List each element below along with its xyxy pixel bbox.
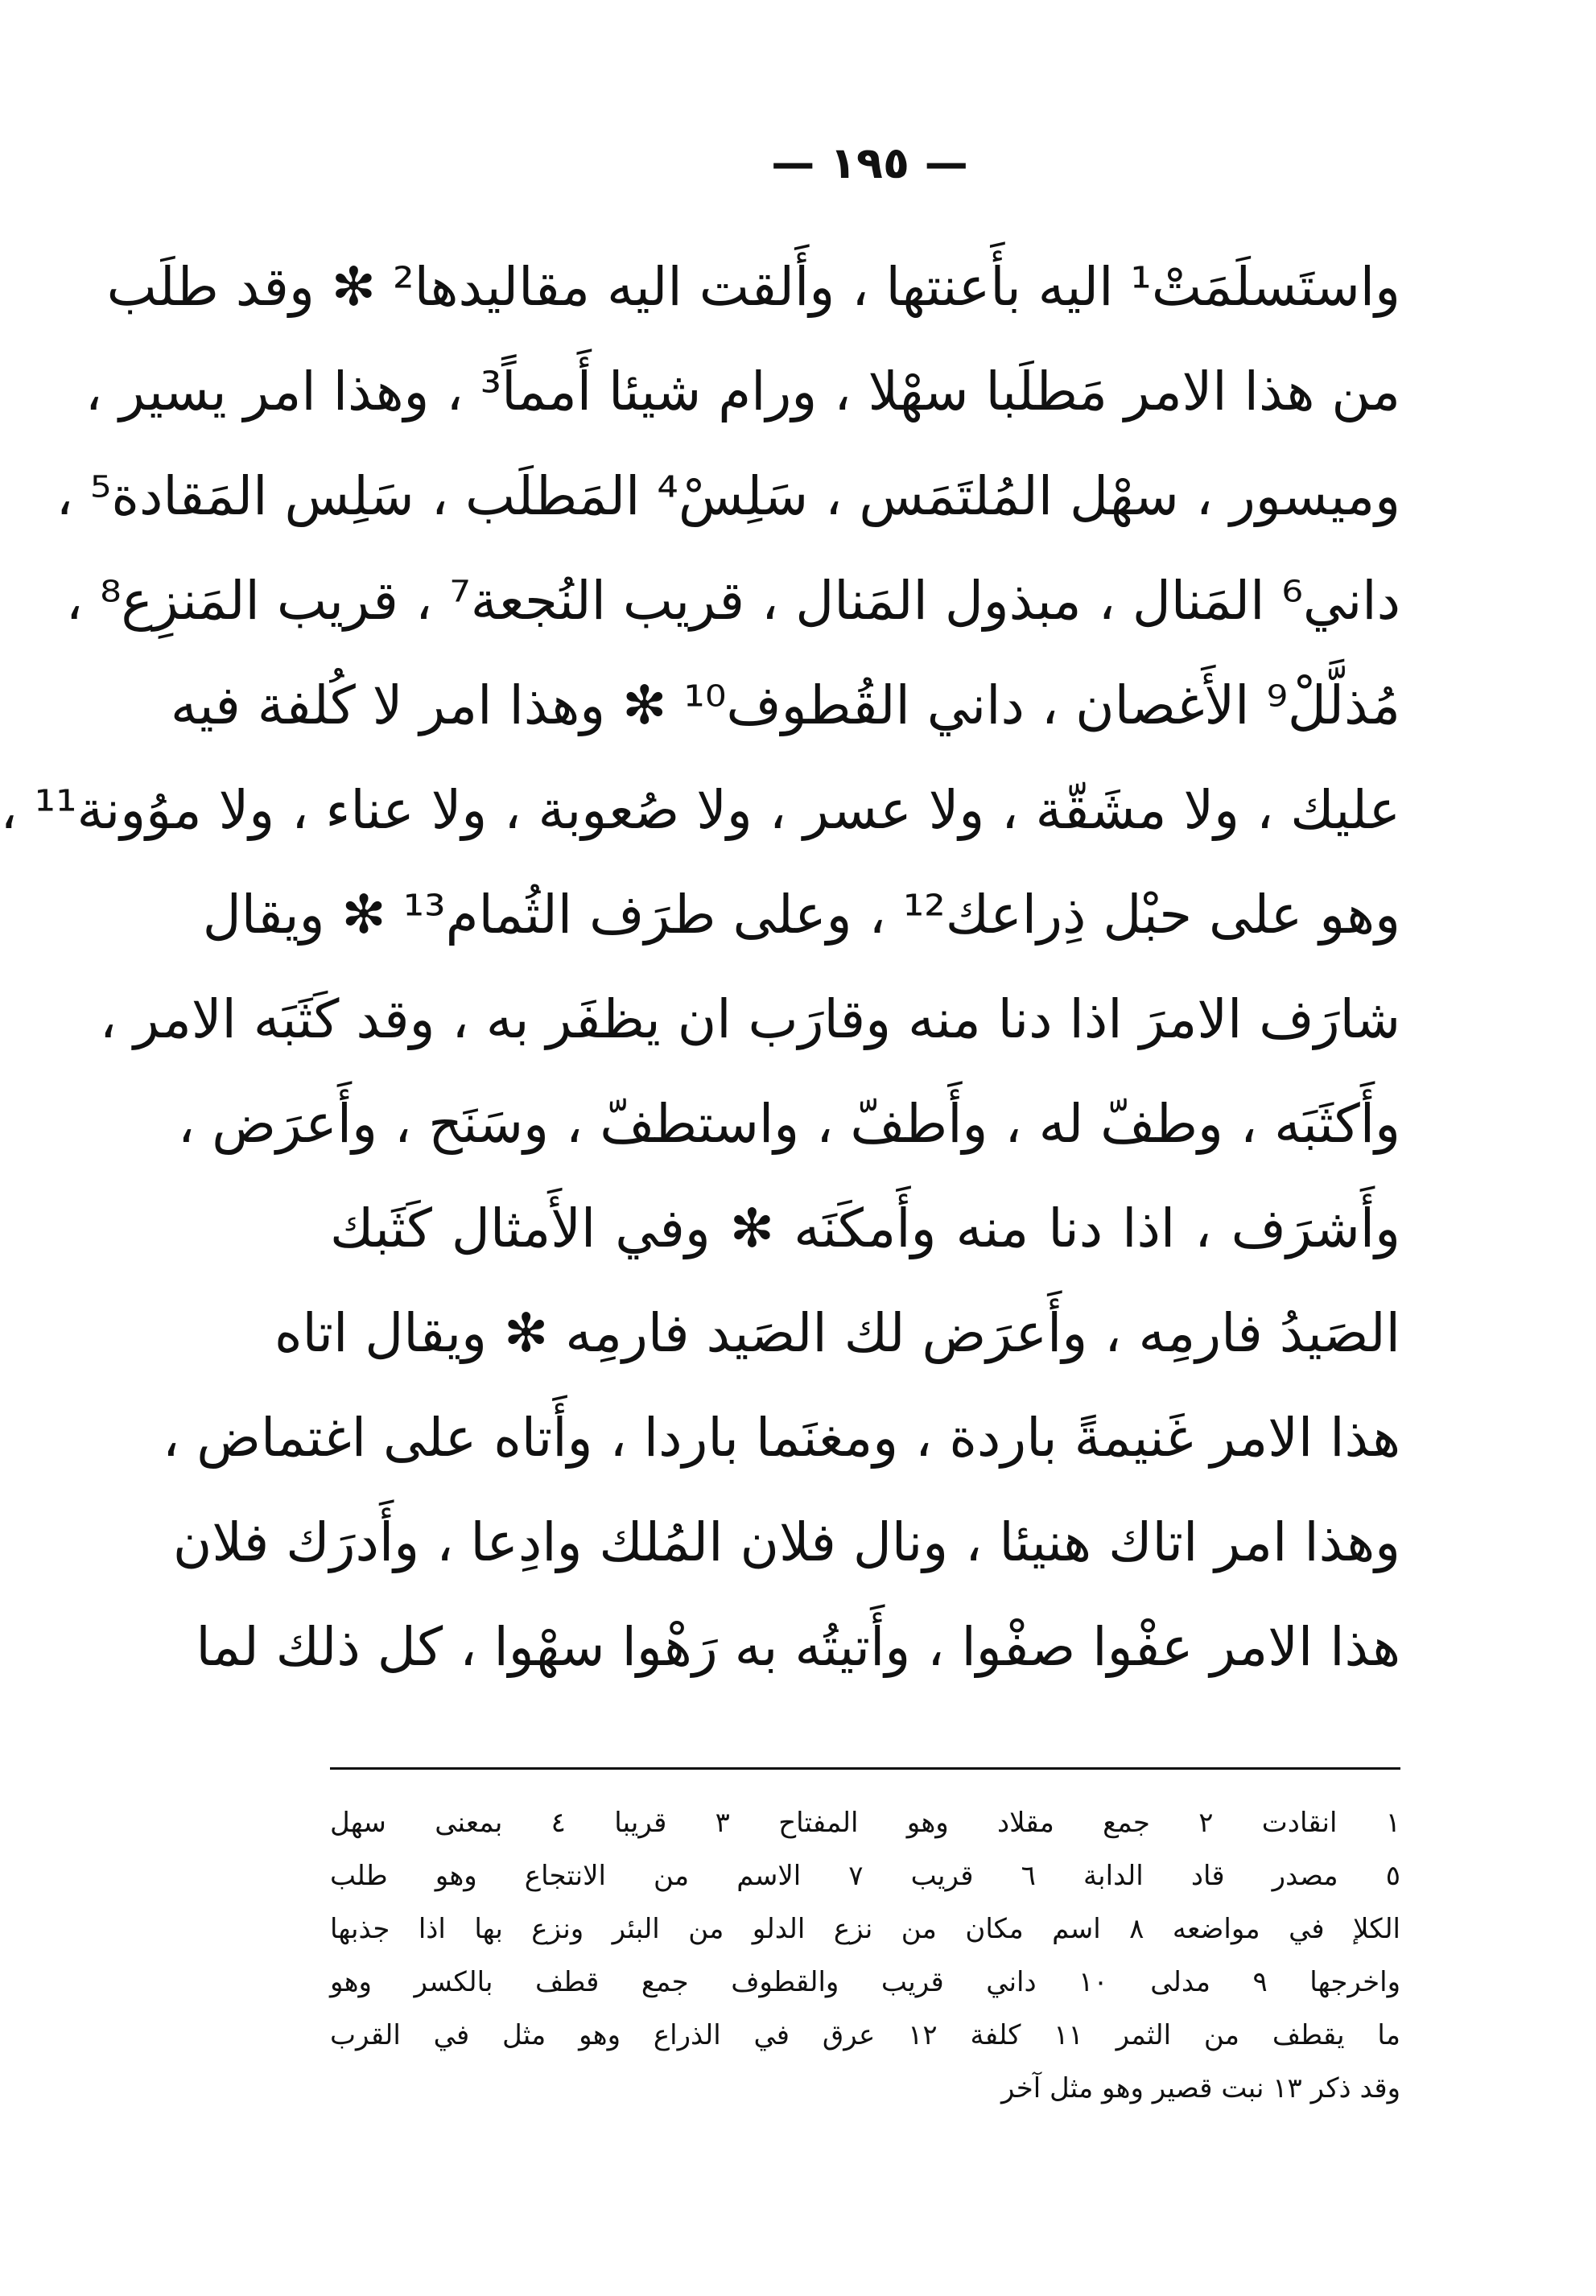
text-line: وأَكثَبَه ، وطفّ له ، وأَطفّ ، واستطفّ ، وسَنَح ، وأَعرَض ، xyxy=(177,1093,1400,1155)
footnote-divider xyxy=(330,1767,1400,1770)
footnote-line: واخرجها ٩ مدلى ١٠ داني قريب والقطوف جمع قطف بالكسر وهو xyxy=(330,1966,1401,1998)
footnote-line: ١ انقادت ٢ جمع مقلاد وهو المفتاح ٣ قريبا ٤ بمعنى سهل xyxy=(330,1807,1400,1839)
text-line: واستَسلَمَتْ¹ اليه بأَعنتها ، وأَلقت اليه مقاليدها² ✻ وقد طلَب xyxy=(106,256,1400,318)
text-line: شارَف الامرَ اذا دنا منه وقارَب ان يظفَر به ، وقد كَثَبَه الامر ، xyxy=(99,988,1400,1050)
page-number: — ١٩٥ — xyxy=(771,138,968,188)
footnotes xyxy=(330,1796,1400,2115)
text-line: مُذلَّلْ⁹ الأَغصان ، داني القُطوف¹⁰ ✻ وهذا امر لا كُلفة فيه xyxy=(170,674,1400,736)
text-line: وهذا امر اتاك هنيئا ، ونال فلان المُلك وادِعا ، وأَدرَك فلان xyxy=(172,1511,1400,1573)
text-line: من هذا الامر مَطلَبا سهْلا ، ورام شيئا أَمماً³ ، وهذا امر يسير ، xyxy=(85,361,1400,423)
footnote-line: ما يقطف من الثمر ١١ كلفة ١٢ عرق في الذراع وهو مثل في القرب xyxy=(330,2019,1400,2051)
footnote-line: وقد ذكر ١٣ نبت قصير وهو مثل آخر xyxy=(1000,2072,1400,2104)
text-line: عليك ، ولا مشَقّة ، ولا عسر ، ولا صُعوبة ، ولا عناء ، ولا موُونة¹¹ ، xyxy=(0,779,1400,841)
text-line: وهو على حبْل ذِراعك¹² ، وعلى طرَف الثُمام¹³ ✻ ويقال xyxy=(202,884,1400,946)
footnote-line: الكلإ في مواضعه ٨ اسم مكان من نزع الدلو من البئر ونزع بها اذا جذبها xyxy=(330,1913,1400,1945)
footnote-line: ٥ مصدر قاد الدابة ٦ قريب ٧ الاسم من الانتجاع وهو طلب xyxy=(330,1860,1400,1892)
text-line: هذا الامر عفْوا صفْوا ، وأَتيتُه به رَهْوا سهْوا ، كل ذلك لما xyxy=(196,1616,1400,1678)
text-line: وأَشرَف ، اذا دنا منه وأَمكَنَه ✻ وفي الأَمثال كَثَبك xyxy=(330,1197,1400,1259)
main-text xyxy=(0,235,1400,1700)
text-line: هذا الامر غَنيمةً باردة ، ومغنَما باردا ، وأَتاه على اغتماض ، xyxy=(162,1407,1400,1469)
text-line: وميسور ، سهْل المُلتَمَس ، سَلِسْ⁴ المَطلَب ، سَلِس المَقادة⁵ ، xyxy=(56,465,1400,527)
text-line: الصَيدُ فارمِه ، وأَعرَض لك الصَيد فارمِه ✻ ويقال اتاه xyxy=(274,1302,1400,1364)
text-line: داني⁶ المَنال ، مبذول المَنال ، قريب النُجعة⁷ ، قريب المَنزِع⁸ ، xyxy=(65,570,1400,632)
